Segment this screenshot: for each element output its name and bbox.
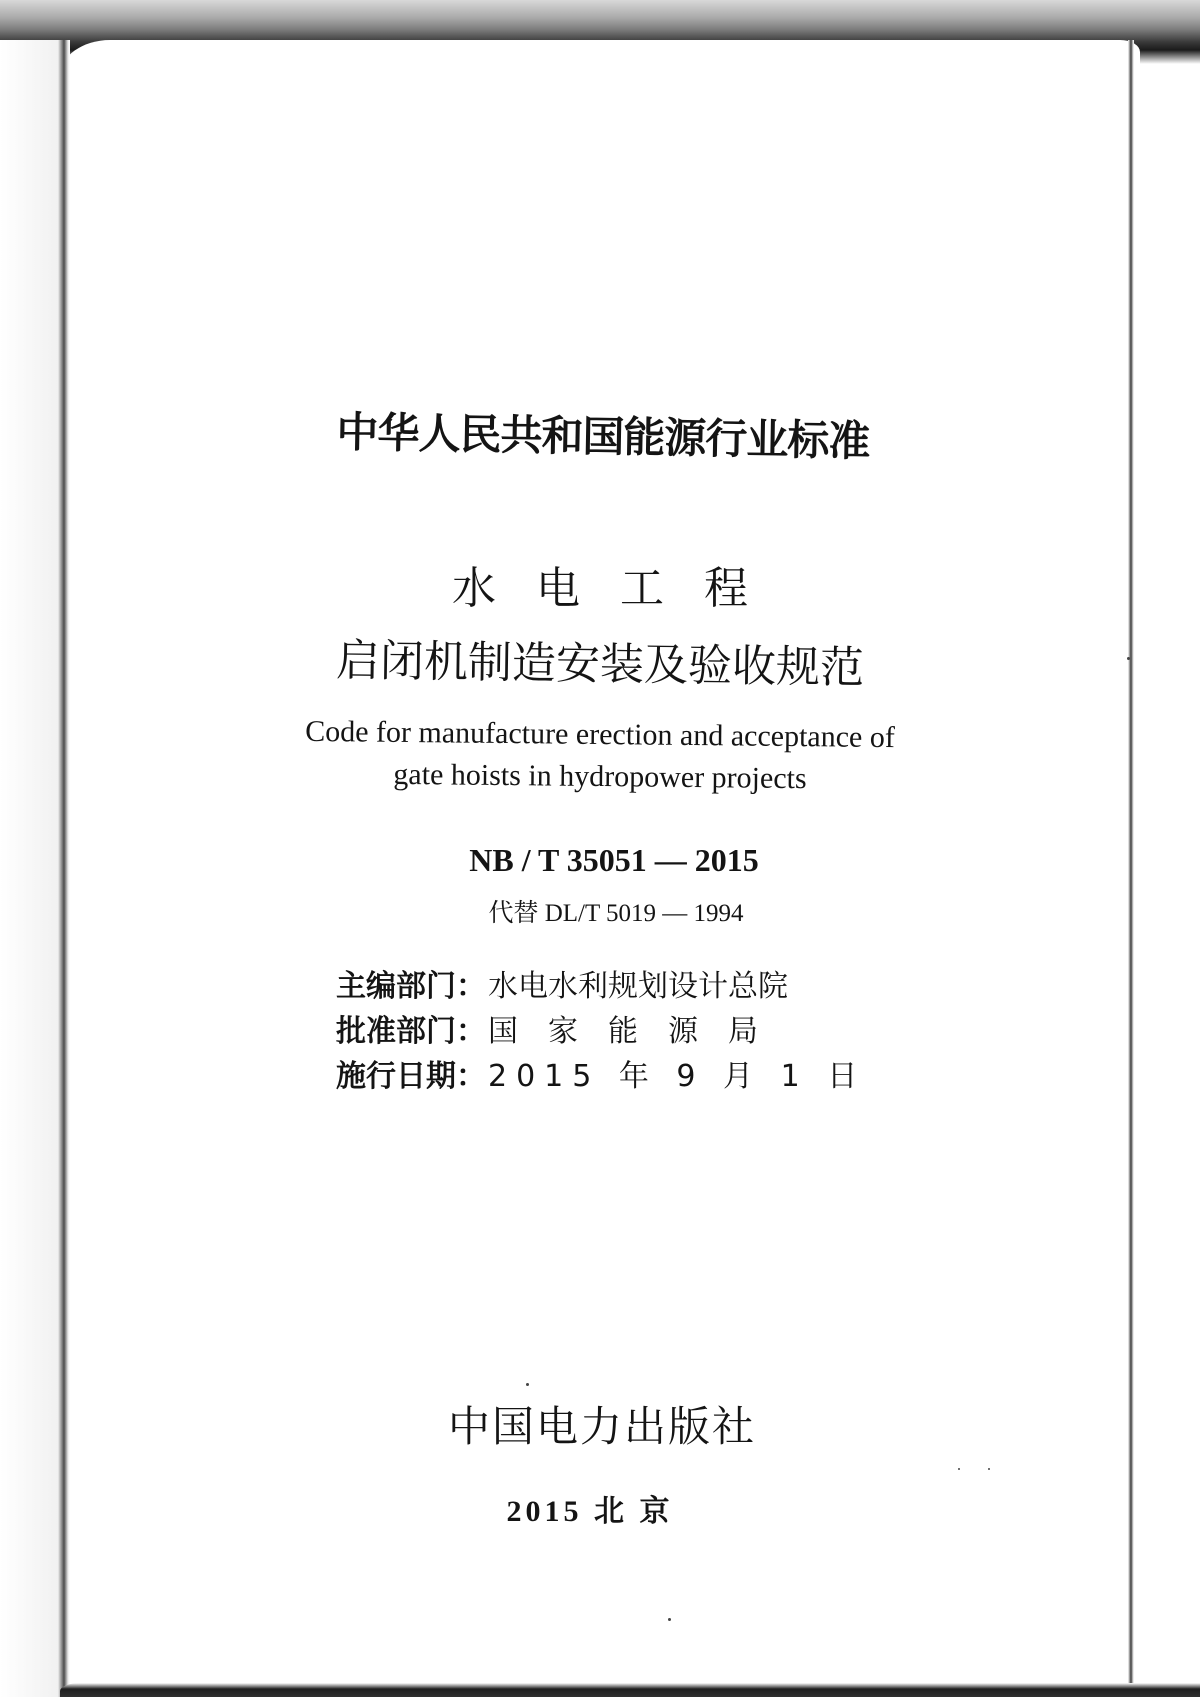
info-label: 批准部门：: [336, 1014, 486, 1049]
replaces-standard: 代替 DL/T 5019 — 1994: [488, 900, 744, 927]
english-title-line-2: gate hoists in hydropower projects: [393, 757, 807, 796]
info-value: 2015 年 9 月 1 日: [488, 1059, 867, 1094]
publication-year-place: 2015 北 京: [506, 1495, 674, 1528]
info-row-effective-date: [336, 1051, 867, 1096]
page-top-edge: [60, 40, 1140, 80]
info-row-editor: [336, 961, 796, 1006]
title-line-2: 启闭机制造安装及验收规范: [335, 635, 865, 694]
publisher-name: 中国电力出版社: [447, 1402, 756, 1451]
scan-speck: [988, 1468, 990, 1470]
issuance-info: [336, 961, 867, 1096]
scan-speck: [1127, 657, 1130, 660]
scan-speck: [958, 1468, 960, 1470]
info-row-approver: [336, 1006, 796, 1051]
info-label: 主编部门：: [336, 969, 486, 1004]
info-label: 施行日期：: [336, 1059, 486, 1094]
info-value: 国家能源局: [488, 1014, 788, 1049]
info-value: 水电水利规划设计总院: [488, 969, 788, 1004]
scan-speck: [668, 1618, 671, 1621]
standard-number: NB / T 35051 — 2015: [469, 842, 759, 878]
standard-category: 中华人民共和国能源行业标准: [336, 407, 870, 466]
title-line-1: 水电工程: [452, 563, 788, 614]
scan-speck: [526, 1383, 529, 1386]
english-title-line-1: Code for manufacture erection and acceptance of: [305, 714, 896, 755]
scan-bottom-shadow: [60, 1683, 1200, 1697]
